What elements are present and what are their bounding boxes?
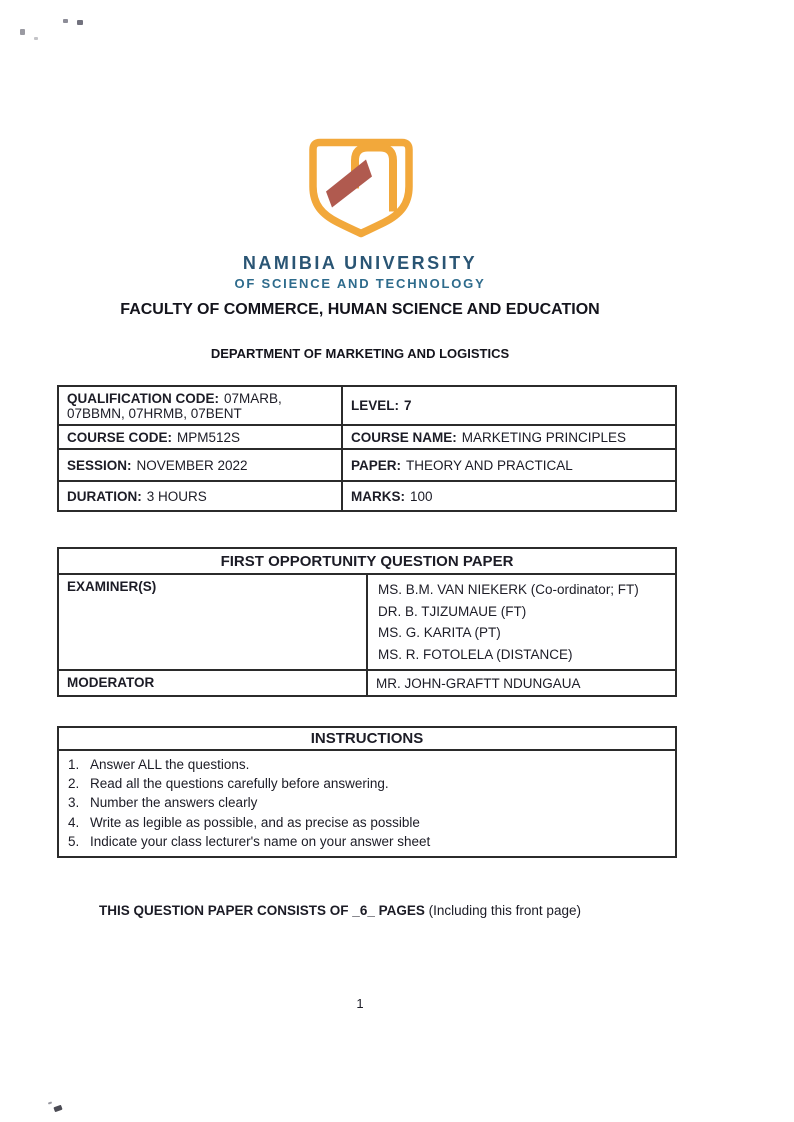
table-row (58, 425, 676, 449)
instructions-table (57, 726, 677, 858)
level-cell (342, 386, 676, 425)
instruction-item (59, 755, 675, 774)
scan-speck (20, 29, 25, 35)
question-paper-table (57, 547, 677, 697)
page-count-statement (0, 903, 680, 918)
page-number: 1 (356, 996, 364, 1011)
session-label: SESSION: (67, 457, 132, 473)
duration-value: 3 HOURS (146, 488, 207, 504)
university-name: NAMIBIA UNIVERSITY (242, 253, 478, 273)
marks-value: 100 (410, 488, 433, 504)
examiners-cell (367, 574, 676, 670)
instruction-item (59, 793, 675, 812)
page-count-statement-note: (Including this front page) (428, 903, 581, 918)
instruction-text: Write as legible as possible, and as precise as possible (90, 814, 420, 830)
scan-speck (48, 1101, 52, 1104)
instruction-text: Indicate your class lecturer's name on your answer sheet (90, 833, 431, 849)
paper-cell (342, 449, 676, 481)
moderator-label: MODERATOR (58, 670, 367, 696)
table-row (58, 548, 676, 574)
session-cell (58, 449, 342, 481)
course-code-value: MPM512S (177, 429, 241, 445)
university-logo (309, 138, 413, 239)
marks-cell (342, 481, 676, 511)
examiners-label: EXAMINER(S) (58, 574, 367, 670)
session-value: NOVEMBER 2022 (136, 457, 248, 473)
instruction-text: Answer ALL the questions. (90, 757, 250, 772)
qualification-code-value: 07MARB, 07BBMN, 07HRMB, 07BENT (67, 390, 282, 421)
scan-speck (53, 1105, 62, 1112)
instruction-item (59, 832, 675, 851)
instruction-number: 2. (68, 776, 80, 792)
course-name-label: COURSE NAME: (351, 429, 457, 445)
examiner-name: MS. R. FOTOLELA (DISTANCE) (378, 646, 573, 662)
table-row (58, 481, 676, 511)
qualification-code-label: QUALIFICATION CODE: (67, 390, 219, 406)
level-value: 7 (404, 398, 412, 413)
instruction-text: Read all the questions carefully before answering. (90, 776, 389, 792)
instruction-number: 3. (68, 795, 80, 811)
university-shield-logo (309, 138, 413, 239)
duration-label: DURATION: (67, 488, 142, 504)
instructions-title: INSTRUCTIONS (58, 727, 676, 750)
department-title: DEPARTMENT OF MARKETING AND LOGISTICS (210, 346, 510, 361)
instruction-number: 4. (68, 814, 80, 830)
instruction-text: Number the answers clearly (90, 795, 258, 811)
instruction-item (59, 774, 675, 793)
examiner-name: DR. B. TJIZUMAUE (FT) (378, 603, 527, 619)
course-name-value: MARKETING PRINCIPLES (461, 429, 627, 445)
course-code-cell (58, 425, 342, 449)
scan-speck (34, 37, 38, 40)
scan-speck (63, 19, 68, 23)
table-row (58, 449, 676, 481)
marks-label: MARKS: (351, 488, 405, 504)
moderator-value: MR. JOHN-GRAFTT NDUNGAUA (367, 670, 676, 696)
examiner-name: MS. G. KARITA (PT) (378, 625, 501, 640)
qualification-code-cell (58, 386, 342, 425)
instruction-number: 5. (68, 833, 80, 849)
scan-speck (77, 20, 83, 25)
course-code-label: COURSE CODE: (67, 429, 173, 445)
duration-cell (58, 481, 342, 511)
paper-value: THEORY AND PRACTICAL (406, 457, 573, 473)
level-label: LEVEL: (351, 398, 400, 413)
course-name-cell (342, 425, 676, 449)
course-info-table (57, 385, 677, 512)
table-row (58, 670, 676, 696)
table-row (58, 386, 676, 425)
instruction-item (59, 813, 675, 832)
faculty-title: FACULTY OF COMMERCE, HUMAN SCIENCE AND EDUCATION (120, 301, 600, 318)
paper-label: PAPER: (351, 457, 402, 473)
question-paper-title: FIRST OPPORTUNITY QUESTION PAPER (58, 548, 676, 574)
instructions-body (58, 750, 676, 857)
table-row (58, 750, 676, 857)
university-subtitle: OF SCIENCE AND TECHNOLOGY (234, 276, 486, 291)
red-ribbon (326, 160, 372, 208)
instruction-number: 1. (68, 757, 80, 772)
table-row (58, 727, 676, 750)
table-row (58, 574, 676, 670)
examiner-name: MS. B.M. VAN NIEKERK (Co-ordinator; FT) (378, 582, 639, 597)
page-count-statement-bold: THIS QUESTION PAPER CONSISTS OF _6_ PAGES (99, 903, 425, 918)
